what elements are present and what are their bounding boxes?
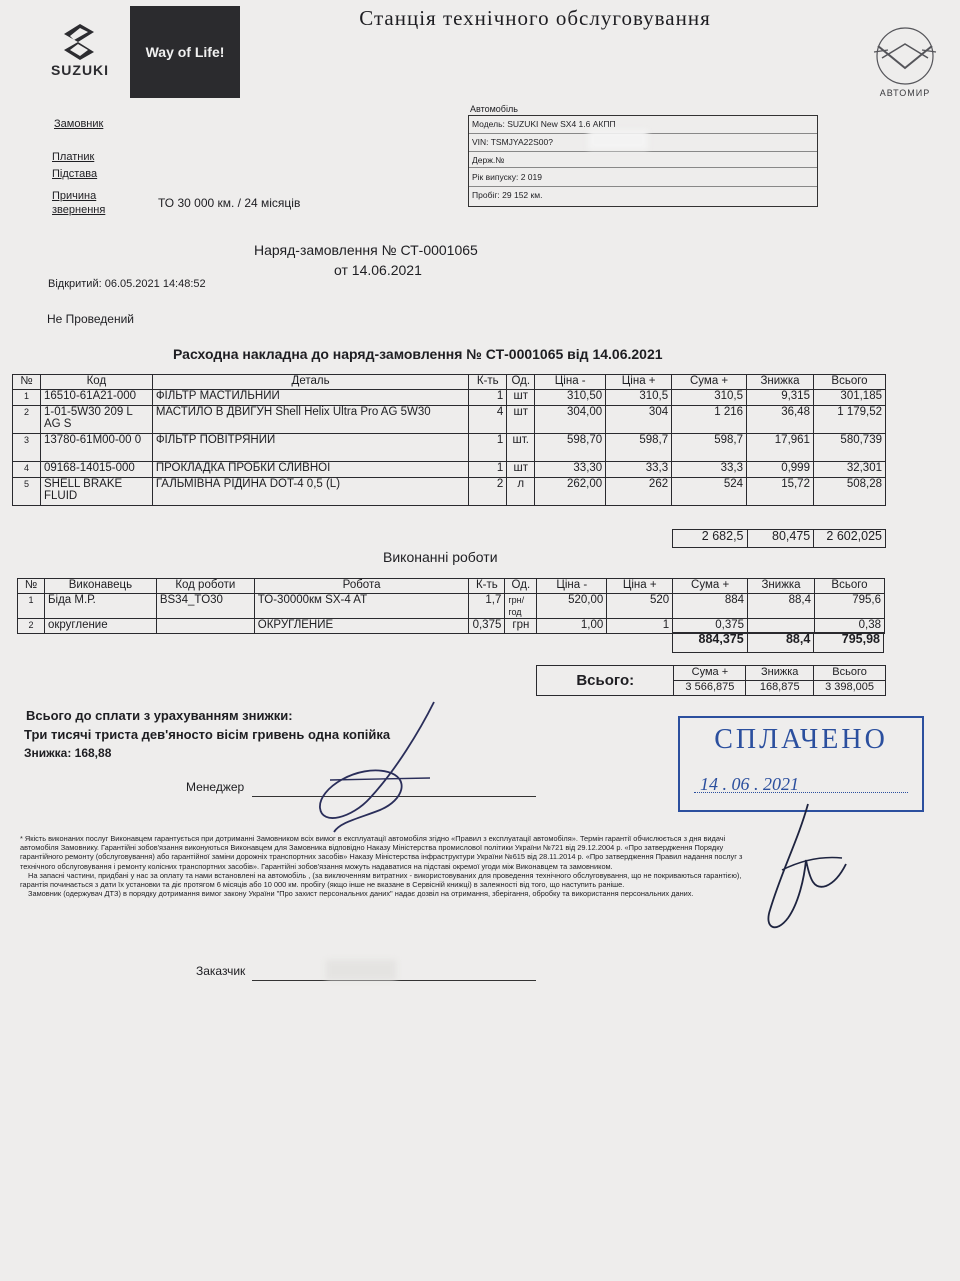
customer-signature-label: Заказчик [196,964,246,978]
cell-sum-plus: 598,7 [672,434,747,462]
table-row [13,434,886,462]
header-work: Робота [254,579,469,594]
reason-value: ТО 30 000 км. / 24 місяців [158,196,301,210]
cell-total: 795,6 [814,594,884,619]
cell-sum-plus: 1 216 [672,406,747,434]
suzuki-s-icon [60,24,98,60]
header-code: Код [40,375,152,390]
order-title: Наряд-замовлення № СТ-0001065 [254,242,478,258]
cell-sum-plus: 310,5 [672,390,747,406]
stamp-signature [752,800,852,940]
cell-unit: шт [507,462,535,478]
grand-header-discount: Знижка [746,666,814,681]
works-totals [672,632,884,653]
cell-total: 0,38 [814,619,884,634]
cell-price-plus: 310,5 [606,390,672,406]
grand-header-total: Всього [814,666,886,681]
cell-work: ОКРУГЛЕНИЕ [254,619,469,634]
works-total-all: 795,98 [814,633,884,653]
header-total: Всього [813,375,885,390]
cell-total: 301,185 [813,390,885,406]
cell-price-minus: 33,30 [535,462,606,478]
cell-num: 4 [13,462,41,478]
reason-label: Причина [52,190,97,202]
page-title: Станція технічного обслуговування [359,6,711,30]
table-row [13,478,886,506]
redaction-customer [326,960,396,980]
parts-total-discount: 80,475 [747,530,814,548]
grand-total-label: Всього: [537,666,674,696]
order-date: от 14.06.2021 [334,262,422,278]
slogan-text: Way of Life! [145,44,225,60]
cell-total: 32,301 [813,462,885,478]
payment-title: Всього до сплати з урахуванням знижки: [26,708,293,723]
parts-header-row [13,375,886,390]
note-warranty: * Якість виконаних послуг Виконавцем гарантується при дотриманні Замовником всіх вимог в експлуатації автомобіля згідно «Правил з експлуатації автомобіля». Термін гарантії обчислюється з дня видачі автомобіля Замовнику. Гарантійні зобов'язання виконуються Виконавцем для Замовника відповідно Наказу Міністерства промислової політики України №721 від 29.12.2004 р. «Про затвердження Порядку гарантійного ремонту (обслуговування) або гарантійної заміни дорожніх транспортних засобів» Наказу Міністерства інфраструктури України №615 від 28.11.2014 р. «Про затвердження Правил надання послуг з технічного обслуговування і ремонту колісних транспортних засобів». Гарантійні зобов'язання можуть надаватися на підставі окремої угоди між Виконавцем та замовником. [20,834,743,871]
cell-discount: 36,48 [747,406,814,434]
payer-label: Платник [52,151,95,163]
cell-discount: 88,4 [748,594,815,619]
header-price-plus: Ціна + [606,375,672,390]
cell-price-minus: 262,00 [535,478,606,506]
cell-qty: 2 [469,478,507,506]
header-qty: К-ть [469,579,505,594]
dealer-emblem-icon [864,24,946,88]
grand-header-sum: Сума + [674,666,746,681]
cell-qty: 1,7 [469,594,505,619]
cell-total: 508,28 [813,478,885,506]
dealer-name: АВТОМИР [879,88,931,98]
suzuki-logo [36,24,124,82]
cell-code: SHELL BRAKE FLUID [40,478,152,506]
cell-executor: Біда М.Р. [44,594,156,619]
stamp-date: 14 . 06 . 2021 [700,774,799,794]
cell-qty: 1 [469,434,507,462]
terms-notes [20,834,746,898]
basis-label: Підстава [52,168,98,180]
table-row [13,390,886,406]
table-row [13,462,886,478]
works-total-discount: 88,4 [747,633,814,653]
opened-timestamp: Відкритий: 06.05.2021 14:48:52 [48,278,206,290]
header-qty: К-ть [469,375,507,390]
cell-price-plus: 262 [606,478,672,506]
order-status: Не Проведений [47,312,135,326]
car-plate: Держ.№ [472,155,505,165]
cell-discount: 0,999 [747,462,814,478]
reason-label-2: звернення [52,204,106,216]
cell-num: 2 [18,619,45,634]
header-num: № [13,375,41,390]
cell-num: 1 [18,594,45,619]
cell-unit: шт [507,390,535,406]
cell-num: 1 [13,390,41,406]
cell-sum-plus: 0,375 [673,619,748,634]
stamp-text: СПЛАЧЕНО [714,724,888,755]
car-vin: VIN: TSMJYA22S00? [472,137,553,147]
cell-part: ФІЛЬТР МАСТИЛЬНИЙ [152,390,469,406]
cell-qty: 4 [469,406,507,434]
manager-signature-line [252,796,536,797]
grand-total: 3 398,005 [814,681,886,696]
car-model: Модель: SUZUKI New SX4 1.6 АКПП [472,119,616,129]
cell-num: 3 [13,434,41,462]
works-header-row [18,579,885,594]
table-row [18,594,885,619]
cell-sum-plus: 524 [672,478,747,506]
grand-discount: 168,875 [746,681,814,696]
customer-signature-line [252,980,536,981]
header-part: Деталь [152,375,469,390]
header-sum-plus: Сума + [673,579,748,594]
header-discount: Знижка [747,375,814,390]
parts-total-sum: 2 682,5 [673,530,748,548]
header-unit: Од. [505,579,537,594]
parts-totals [672,529,886,548]
cell-price-minus: 304,00 [535,406,606,434]
redaction-vin [588,130,648,150]
header-work-code: Код роботи [156,579,254,594]
brand-name: SUZUKI [50,62,110,78]
header-unit: Од. [507,375,535,390]
cell-unit: шт. [507,434,535,462]
cell-code: 16510-61A21-000 [40,390,152,406]
cell-discount: 9,315 [747,390,814,406]
cell-work: ТО-30000км SX-4 AT [254,594,469,619]
paid-stamp [678,716,924,812]
cell-total: 1 179,52 [813,406,885,434]
note-parts: На запасні частини, придбані у нас за оплату та нами встановлені на автомобіль , (за виключенням витратних - використовуваних для проведення технічного обслуговування, що не покриваються гарантією), гарантія починається з дати їх установки та діє протягом 6 місяців або 10 000 км. пробігу (якщо інше не вказане в Сервісній книжці) в залежності від того, що наступить раніше. [20,870,742,890]
cell-work-code [156,619,254,634]
customer-label: Замовник [54,118,104,130]
cell-code: 1-01-5W30 209 L AG S [40,406,152,434]
cell-part: ФІЛЬТР ПОВІТРЯНИЙ [152,434,469,462]
payment-discount: Знижка: 168,88 [24,746,112,760]
table-row [13,406,886,434]
cell-price-plus: 1 [607,619,673,634]
header-executor: Виконавець [44,579,156,594]
cell-price-plus: 304 [606,406,672,434]
cell-price-minus: 1,00 [537,619,607,634]
cell-qty: 1 [469,390,507,406]
works-table [17,578,885,634]
cell-price-plus: 520 [607,594,673,619]
car-mileage: Пробіг: 29 152 км. [472,190,543,200]
cell-discount: 17,961 [747,434,814,462]
works-title: Виконанні роботи [383,549,498,565]
note-personal-data: Замовник (одержувач ДТЗ) в порядку дотримання вимог закону України "Про захист персональних даних" надає дозвіл на отримання, зберігання, обробку та використання персональних даних. [28,889,694,899]
cell-code: 09168-14015-000 [40,462,152,478]
slogan-box [130,6,240,98]
cell-unit: грн [505,619,537,634]
cell-part: МАСТИЛО В ДВИГУН Shell Helix Ultra Pro AG 5W30 [152,406,469,434]
cell-sum-plus: 33,3 [672,462,747,478]
car-title: Автомобіль [470,104,518,114]
car-info-box [468,115,818,207]
works-total-sum: 884,375 [673,633,748,653]
cell-price-minus: 310,50 [535,390,606,406]
cell-part: ПРОКЛАДКА ПРОБКИ СЛИВНОЇ [152,462,469,478]
cell-part: ГАЛЬМІВНА РІДИНА DOT-4 0,5 (L) [152,478,469,506]
cell-price-minus: 520,00 [537,594,607,619]
parts-total-all: 2 602,025 [814,530,886,548]
header-discount: Знижка [748,579,815,594]
cell-unit: грн/год [505,594,537,619]
cell-num: 5 [13,478,41,506]
cell-sum-plus: 884 [673,594,748,619]
header-price-minus: Ціна - [535,375,606,390]
cell-total: 580,739 [813,434,885,462]
parts-table [12,374,886,506]
cell-executor: округление [44,619,156,634]
cell-price-minus: 598,70 [535,434,606,462]
cell-price-plus: 33,3 [606,462,672,478]
header-price-minus: Ціна - [537,579,607,594]
grand-sum: 3 566,875 [674,681,746,696]
cell-unit: л [507,478,535,506]
cell-unit: шт [507,406,535,434]
header-total: Всього [814,579,884,594]
header-sum-plus: Сума + [672,375,747,390]
cell-discount: 15,72 [747,478,814,506]
car-year: Рік випуску: 2 019 [472,172,542,182]
cell-qty: 1 [469,462,507,478]
header-num: № [18,579,45,594]
cell-work-code: BS34_TO30 [156,594,254,619]
cell-code: 13780-61M00-00 0 [40,434,152,462]
grand-total-table [536,665,886,696]
invoice-title: Расходна накладна до наряд-замовлення № СТ-0001065 від 14.06.2021 [173,346,663,362]
cell-price-plus: 598,7 [606,434,672,462]
payment-words: Три тисячі триста дев'яносто вісім гривень одна копійка [24,727,391,742]
dealer-logo [864,24,946,104]
cell-num: 2 [13,406,41,434]
manager-label: Менеджер [186,780,245,794]
manager-signature [300,700,460,850]
header-price-plus: Ціна + [607,579,673,594]
cell-qty: 0,375 [469,619,505,634]
